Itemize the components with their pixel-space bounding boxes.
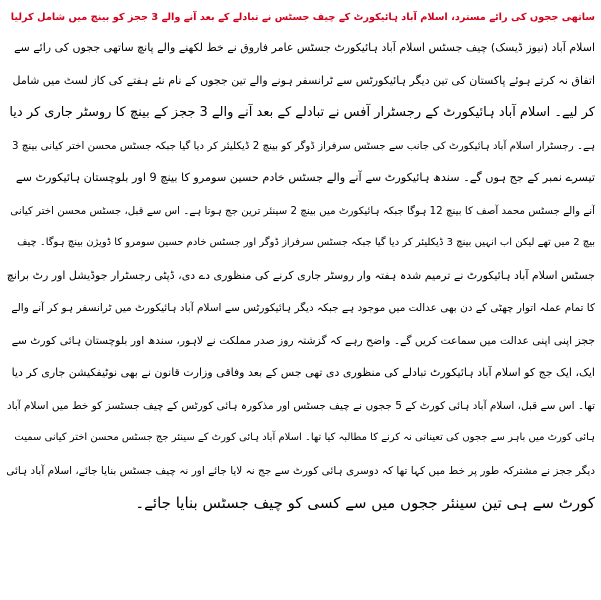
body-line: اتفاق نہ کرتے ہوئے پاکستان کی تین دیگر ہائیکورٹس سے ٹرانسفر ہونے والے تین ججوں کے نام نئے ہفتے کی کاز لسٹ میں شامل	[12, 73, 595, 87]
body-line: ہے۔ رجسٹرار اسلام آباد ہائیکورٹ کی جانب سے جسٹس سرفراز ڈوگر کو بینچ 2 ڈیکلیئر کر دیا گیا جبکہ جسٹس محسن اختر کیانی بینچ 3	[11, 139, 595, 152]
body-line: آنے والے جسٹس محمد آصف کا بینچ 12 ہوگا جبکہ ہائیکورٹ میں بینچ 2 سینئر ترین جج ہوتا ہے۔ اس سے قبل، جسٹس محسن اختر کیانی	[10, 204, 595, 217]
body-line: ججز اپنی اپنی عدالت میں سماعت کریں گے۔ واضح رہے کہ گزشتہ روز صدر مملکت نے لاہور، سندھ اور بلوچستان ہائی کورٹ سے	[11, 333, 595, 347]
body-line: کا تمام عملہ اتوار چھٹی کے دن بھی عدالت میں موجود ہے جبکہ دیگر ہائیکورٹس سے اسلام آباد ہائیکورٹ میں ٹرانسفر ہو کر آنے والے	[11, 302, 595, 314]
body-line: ہائی کورٹ میں باہر سے ججوں کی تعیناتی نہ کرنے کا مطالبہ کیا تھا۔ اسلام آباد ہائی کورٹ کے سینئر جج جسٹس محسن اختر کیانی سمیت	[14, 432, 595, 443]
body-line: ایک، ایک جج کو اسلام آباد ہائیکورٹ تبادلے کی منظوری دی تھی جس کے بعد وفاقی وزارت قانون نے بھی نوٹیفکیشن جاری کر دیا	[11, 366, 595, 379]
body-line: اسلام آباد (نیوز ڈیسک) چیف جسٹس اسلام آباد ہائیکورٹ جسٹس عامر فاروق نے خط لکھنے والے پانچ ساتھی ججوں کی رائے سے	[14, 41, 595, 54]
body-line: بیچ 2 میں تھے لیکن اب انہیں بینچ 3 ڈیکلیئر کر دیا گیا جبکہ جسٹس سرفراز ڈوگر اور جسٹس خادم حسین سومرو کا ڈویژن بینچ ہوگا۔ چیف	[17, 237, 595, 248]
body-line: جسٹس اسلام آباد ہائیکورٹ نے ترمیم شدہ ہفتہ وار روسٹر جاری کرنے کی منظوری دے دی، ڈپٹی رجسٹرار جوڈیشل اور رٹ برانچ	[6, 268, 595, 282]
body-line: تھا۔ اس سے قبل، اسلام آباد ہائی کورٹ کے 5 ججوں نے چیف جسٹس اور مذکورہ ہائی کورٹس کے چیف جسٹسز کو خط میں اسلام آباد	[6, 399, 595, 412]
body-line: تیسرے نمبر کے جج ہوں گے۔ سندھ ہائیکورٹ سے آنے والے جسٹس خادم حسین سومرو کا بینچ 9 اور بلوچستان ہائیکورٹ سے	[15, 171, 595, 184]
article-headline: ساتھی ججوں کی رائے مسترد، اسلام آباد ہائیکورٹ کے چیف جسٹس نے تبادلے کے بعد آنے والے 3 ججز کو بینچ میں شامل کرلیا	[10, 12, 595, 23]
body-line: دیگر ججز نے مشترکہ طور پر خط میں کہا تھا کہ دوسری ہائی کورٹ سے جج نہ لایا جائے اور نہ چیف جسٹس بنایا جائے، اسلام آباد ہائی	[6, 464, 595, 477]
body-line: کر لیے۔ اسلام آباد ہائیکورٹ کے رجسٹرار آفس نے تبادلے کے بعد آنے والے 3 ججز کے بینچ کا روسٹر جاری کر دیا	[9, 105, 595, 120]
article-body	[6, 32, 595, 520]
body-line: کورٹ سے ہی تین سینئر ججوں میں سے کسی کو چیف جسٹس بنایا جائے۔	[135, 494, 595, 512]
